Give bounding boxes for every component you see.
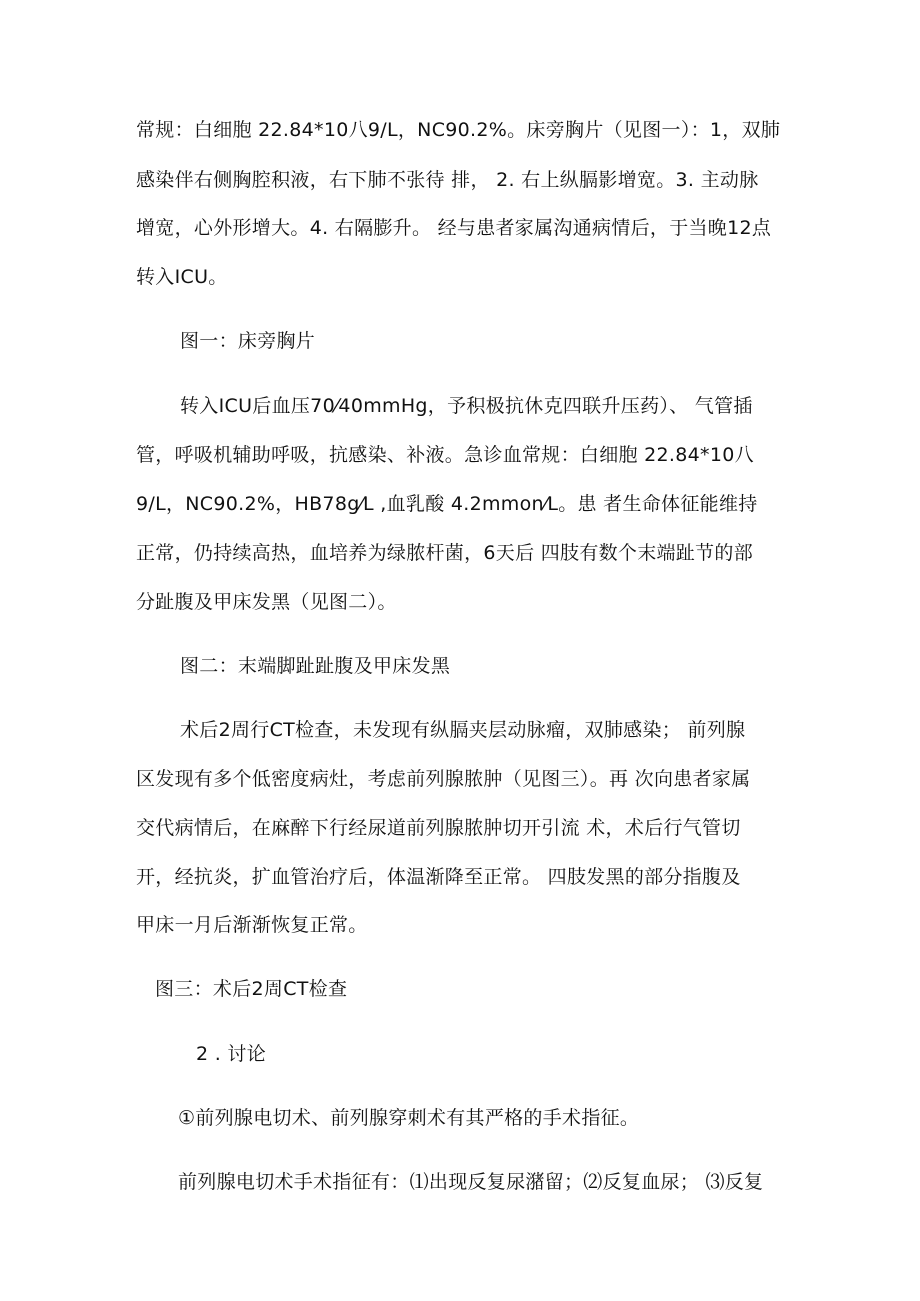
paragraph-2-line-5: 分趾腹及甲床发黑（见图二）。 [136, 591, 397, 613]
section-heading: 2 . 讨论 [196, 1043, 267, 1065]
paragraph-3-line-3: 交代病情后，在麻醉下行经尿道前列腺脓肿切开引流 术，术后行气管切 [136, 817, 741, 839]
paragraph-4: ①前列腺电切术、前列腺穿刺术有其严格的手术指征。 [178, 1107, 640, 1129]
paragraph-1-line-1: 常规：白细胞 22.84*10八9/L，NC90.2%。床旁胸片（见图一）：1，双肺 [136, 119, 781, 141]
paragraph-2-line-1: 转入ICU后血压70⁄40mmHg，予积极抗休克四联升压药）、 气管插 [180, 395, 753, 417]
paragraph-1-line-2: 感染伴右侧胸腔积液，右下肺不张待 排， 2. 右上纵膈影增宽。3. 主动脉 [136, 169, 759, 191]
paragraph-3-line-4: 开，经抗炎，扩血管治疗后，体温渐降至正常。 四肢发黑的部分指腹及 [136, 866, 741, 888]
paragraph-3-line-2: 区发现有多个低密度病灶，考虑前列腺脓肿（见图三）。再 次向患者家属 [136, 768, 751, 790]
figure-2-caption: 图二：末端脚趾趾腹及甲床发黑 [180, 655, 451, 677]
figure-1-caption: 图一：床旁胸片 [180, 330, 316, 352]
paragraph-5: 前列腺电切术手术指征有：⑴出现反复尿潴留；⑵反复血尿； ⑶反复 [178, 1171, 764, 1193]
paragraph-3-line-1: 术后2周行CT检查，未发现有纵膈夹层动脉瘤，双肺感染； 前列腺 [180, 719, 746, 741]
paragraph-1-line-3: 增宽，心外形增大。4. 右隔膨升。 经与患者家属沟通病情后，于当晚12点 [136, 217, 772, 239]
paragraph-3-line-5: 甲床一月后渐渐恢复正常。 [136, 914, 368, 936]
paragraph-2-line-3: 9/L，NC90.2%，HB78g⁄L ,血乳酸 4.2mmon⁄L。患 者生命体征能维持 [136, 493, 758, 515]
paragraph-2-line-2: 管，呼吸机辅助呼吸，抗感染、补液。急诊血常规：白细胞 22.84*10八 [136, 444, 754, 466]
figure-3-caption: 图三：术后2周CT检查 [155, 978, 348, 1000]
paragraph-2-line-4: 正常，仍持续高热，血培养为绿脓杆菌，6天后 四肢有数个末端趾节的部 [136, 542, 754, 564]
paragraph-1-line-4: 转入ICU。 [136, 266, 228, 288]
